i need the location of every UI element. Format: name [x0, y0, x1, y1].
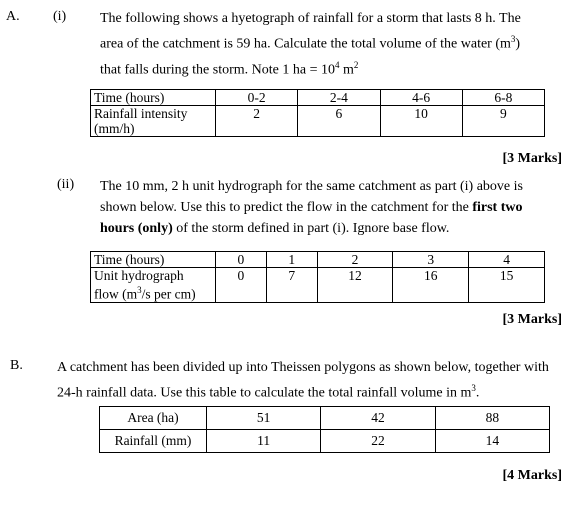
table-cell: 14	[435, 430, 549, 453]
table-cell: 88	[435, 407, 549, 430]
table-cell: 4	[469, 252, 545, 268]
part-b-marks: [4 Marks]	[502, 468, 562, 483]
table-row	[91, 252, 545, 268]
table-cell: 9	[462, 106, 544, 137]
table-row	[91, 106, 545, 137]
table-cell: 42	[321, 407, 435, 430]
table-cell: 3	[393, 252, 469, 268]
table-cell: 2	[317, 252, 393, 268]
part-a-label: A.	[6, 9, 20, 24]
unit-hydrograph-table	[90, 251, 545, 303]
table-cell: 0-2	[216, 90, 298, 106]
table-cell: 11	[207, 430, 321, 453]
table-cell: 2	[216, 106, 298, 137]
part-a-ii-marks: [3 Marks]	[502, 312, 562, 327]
table-cell: 6	[298, 106, 380, 137]
table-cell: 22	[321, 430, 435, 453]
part-a-i-line-3: that falls during the storm. Note 1 ha = $10^4$ $m^2$	[100, 59, 359, 78]
table-cell: 16	[393, 268, 469, 303]
part-b-line-2: 24-h rainfall data. Use this table to calculate the total rainfall volume in $m^3$.	[57, 383, 480, 401]
table-cell: 2-4	[298, 90, 380, 106]
table-cell: 51	[207, 407, 321, 430]
table-cell: 7	[266, 268, 317, 303]
table-cell: 15	[469, 268, 545, 303]
rainfall-intensity-table	[90, 89, 545, 137]
part-a-i-line-2: area of the catchment is 59 ha. Calculate the total volume of the water $(m^3)$	[100, 34, 521, 52]
table-header-cell: Unit hydrograph flow ($m^3/s$ per cm)	[91, 268, 216, 303]
part-a-ii-question	[100, 176, 560, 239]
table-cell: 0	[216, 268, 267, 303]
part-a-i-line-1: The following shows a hyetograph of rainfall for a storm that lasts 8 h. The	[100, 11, 521, 26]
table-cell: 10	[380, 106, 462, 137]
part-a-ii-line-3: hours (only) of the storm defined in part (i). Ignore base flow.	[100, 221, 450, 236]
table-row	[91, 90, 545, 106]
table-header-cell: Time (hours)	[91, 252, 216, 268]
table-header-cell: Area (ha)	[100, 407, 207, 430]
table-header-cell: Rainfall (mm)	[100, 430, 207, 453]
part-a-i-marks: [3 Marks]	[502, 151, 562, 166]
table-cell: 4-6	[380, 90, 462, 106]
part-a-ii-line-2: shown below. Use this to predict the flow in the catchment for the first two	[100, 200, 523, 215]
table-cell: 12	[317, 268, 393, 303]
part-a-i-number: (i)	[53, 9, 67, 24]
table-cell: 1	[266, 252, 317, 268]
table-row	[91, 268, 545, 303]
part-b-line-1: A catchment has been divided up into Theissen polygons as shown below, together with	[57, 360, 549, 375]
part-a-ii-line-1: The 10 mm, 2 h unit hydrograph for the same catchment as part (i) above is	[100, 179, 523, 194]
table-cell: 0	[216, 252, 267, 268]
table-row	[100, 407, 550, 430]
table-header-cell: Rainfall intensity (mm/h)	[91, 106, 216, 137]
table-header-cell: Time (hours)	[91, 90, 216, 106]
table-row	[100, 430, 550, 453]
theissen-polygon-table	[99, 406, 550, 453]
part-b-label: B.	[10, 358, 23, 373]
table-cell: 6-8	[462, 90, 544, 106]
part-a-ii-number: (ii)	[57, 177, 75, 192]
part-a-i-question	[100, 8, 560, 80]
part-b-question	[57, 357, 567, 404]
